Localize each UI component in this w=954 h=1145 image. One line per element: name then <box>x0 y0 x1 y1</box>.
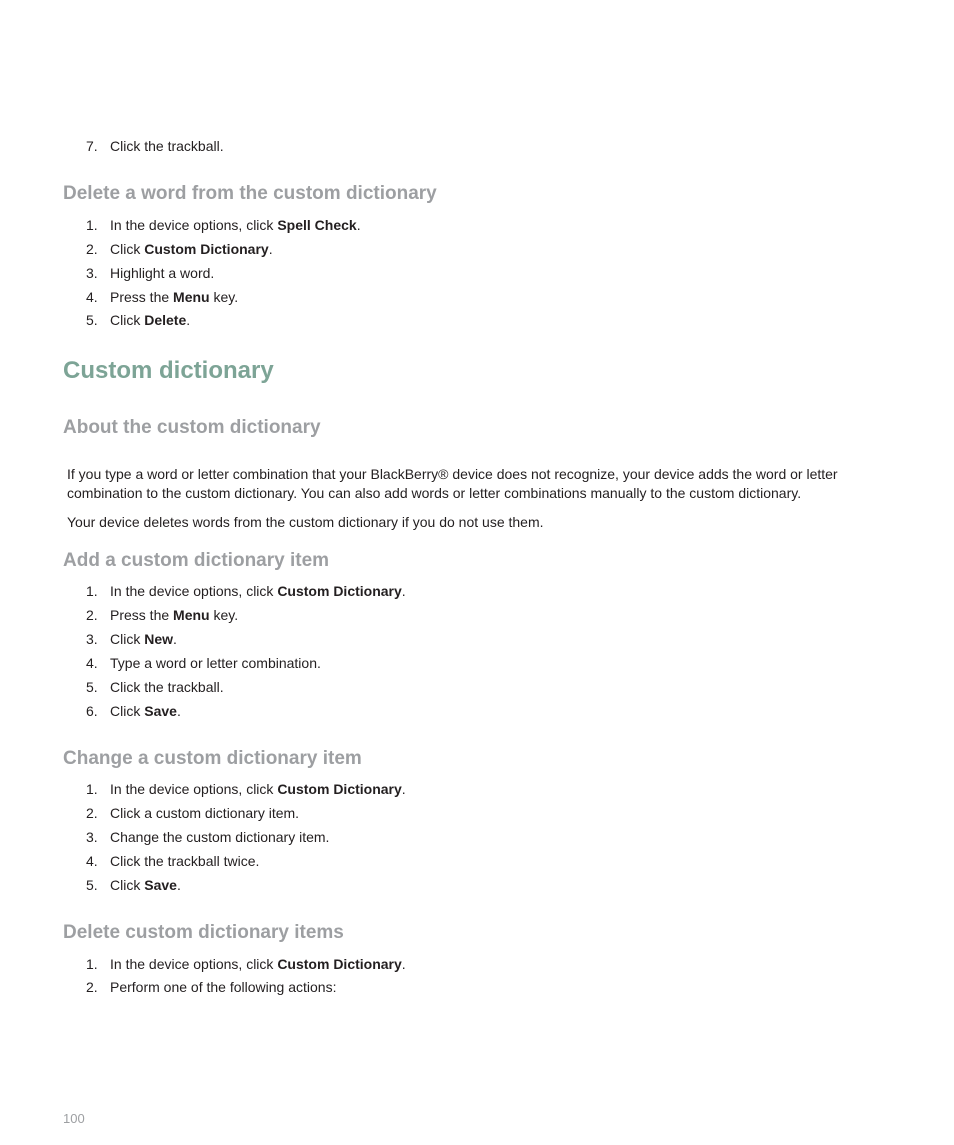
step-text-end: key. <box>209 289 239 305</box>
step-number: 5. <box>86 312 98 328</box>
step-text: Click a custom dictionary item. <box>110 805 300 821</box>
step-bold: Custom Dictionary <box>277 583 402 599</box>
step-number: 4. <box>86 289 98 305</box>
step-number: 7. <box>86 138 98 154</box>
step-number: 2. <box>86 979 98 995</box>
step-number: 2. <box>86 241 98 257</box>
list-item <box>86 582 406 600</box>
step-number: 1. <box>86 583 98 599</box>
step-number: 3. <box>86 829 98 845</box>
step-text: Click the trackball. <box>110 679 224 695</box>
step-bold: Menu <box>173 289 210 305</box>
section-heading-delete-word: Delete a word from the custom dictionary <box>63 183 437 204</box>
section-heading-delete-items: Delete custom dictionary items <box>63 922 344 943</box>
step-text: Click <box>110 631 145 647</box>
step-text: Perform one of the following actions: <box>110 979 337 995</box>
step-bold: Menu <box>173 607 210 623</box>
list-item <box>86 216 361 234</box>
step-text-end: . <box>401 781 406 797</box>
step-text: Click the trackball. <box>110 138 224 154</box>
step-text-end: . <box>186 312 191 328</box>
list-item <box>86 876 181 894</box>
step-text: In the device options, click <box>110 217 278 233</box>
step-text: In the device options, click <box>110 781 278 797</box>
list-item <box>86 288 238 306</box>
list-item <box>86 780 406 798</box>
step-text: Highlight a word. <box>110 265 215 281</box>
step-text: Click <box>110 241 145 257</box>
list-item <box>86 606 238 624</box>
step-number: 2. <box>86 805 98 821</box>
list-item <box>86 804 299 822</box>
step-text-end: key. <box>209 607 239 623</box>
list-item <box>86 955 406 973</box>
step-text: Click the trackball twice. <box>110 853 260 869</box>
step-number: 5. <box>86 877 98 893</box>
section-heading-about: About the custom dictionary <box>63 417 321 438</box>
list-item <box>86 978 336 996</box>
page-title: Custom dictionary <box>63 357 274 384</box>
list-item <box>86 654 321 672</box>
step-number: 4. <box>86 853 98 869</box>
step-text-end: . <box>173 631 177 647</box>
section-heading-change-item: Change a custom dictionary item <box>63 748 362 769</box>
list-item <box>86 240 273 258</box>
list-item <box>86 311 190 329</box>
step-number: 4. <box>86 655 98 671</box>
step-number: 6. <box>86 703 98 719</box>
step-text: Click <box>110 312 145 328</box>
step-text: Press the <box>110 607 174 623</box>
step-number: 1. <box>86 956 98 972</box>
list-item <box>86 678 224 696</box>
step-bold: Custom Dictionary <box>144 241 269 257</box>
step-text: Change the custom dictionary item. <box>110 829 330 845</box>
step-bold: Save <box>144 703 177 719</box>
step-text: Click <box>110 877 145 893</box>
step-text: In the device options, click <box>110 583 278 599</box>
step-bold: New <box>144 631 174 647</box>
step-text-end: . <box>268 241 273 257</box>
step-bold: Spell Check <box>277 217 357 233</box>
step-text-end: . <box>401 583 406 599</box>
list-item <box>86 852 259 870</box>
step-bold: Custom Dictionary <box>277 781 402 797</box>
section-heading-add-item: Add a custom dictionary item <box>63 550 330 571</box>
page-number: 100 <box>63 1111 85 1126</box>
step-bold: Delete <box>144 312 187 328</box>
paragraph: If you type a word or letter combination that your BlackBerry® device does not recognize, your device adds the word or letter combination to the custom dictionary. You can also add words or letter combinations manually to the custom dictionary. <box>67 466 838 501</box>
step-text: Click <box>110 703 145 719</box>
list-item <box>86 264 214 282</box>
step-number: 5. <box>86 679 98 695</box>
list-item <box>86 630 177 648</box>
step-number: 2. <box>86 607 98 623</box>
paragraph: Your device deletes words from the custom dictionary if you do not use them. <box>67 514 544 530</box>
list-item <box>86 702 181 720</box>
list-item <box>86 828 329 846</box>
step-bold: Custom Dictionary <box>277 956 402 972</box>
step-number: 3. <box>86 631 98 647</box>
step-text-end: . <box>176 703 181 719</box>
step-text: Type a word or letter combination. <box>110 655 321 671</box>
step-text-end: . <box>356 217 361 233</box>
step-text-end: . <box>176 877 181 893</box>
step-text: Press the <box>110 289 174 305</box>
step-number: 3. <box>86 265 98 281</box>
step-text: In the device options, click <box>110 956 278 972</box>
list-item <box>86 137 224 155</box>
step-bold: Save <box>144 877 177 893</box>
step-number: 1. <box>86 217 98 233</box>
step-text-end: . <box>401 956 406 972</box>
step-number: 1. <box>86 781 98 797</box>
